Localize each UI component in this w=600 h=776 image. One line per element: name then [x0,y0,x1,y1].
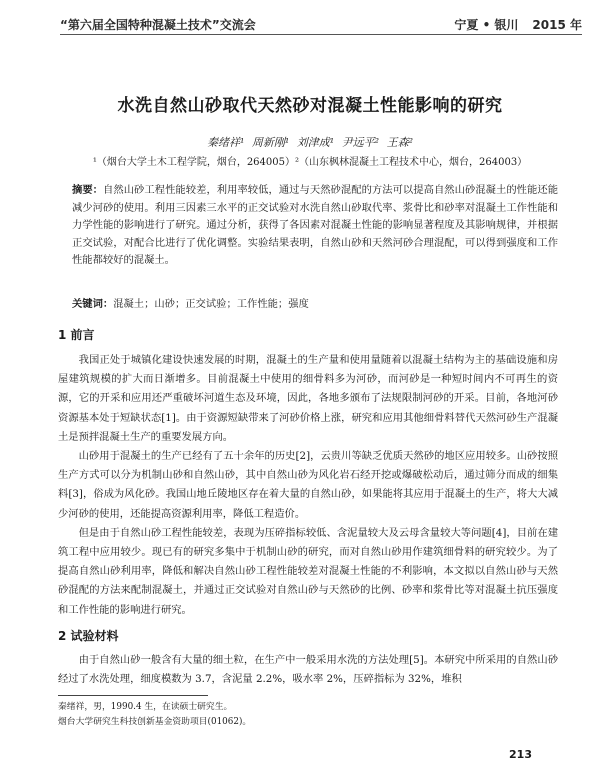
intro-body [58,351,558,620]
abstract [72,182,558,270]
paragraph: 山砂用于混凝土的生产已经有了五十余年的历史[2]，云贵川等缺乏优质天然砂的地区应用较多。山砂按照生产方式可以分为机制山砂和自然山砂，其中自然山砂为风化岩石经开挖或爆破松动后，通过筛分而成的细集料[3]，俗成为风化砂。我国山地丘陵地区存在着大量的自然山砂，如果能将其应用于混凝土的生产，将大大减少河砂的使用，还能提高资源利用率，降低工程造价。 [58,450,558,520]
keywords-label: 关键词： [72,298,114,310]
abstract-label: 摘要： [72,184,104,196]
header-rule [60,34,582,35]
header-place: 宁夏 • 银川 [454,18,519,32]
footnote-rule [58,695,208,696]
affiliations: ¹（烟台大学土木工程学院，烟台，264005）²（山东枫林混凝土工程技术中心，烟台，264003） [92,157,528,168]
section-heading-intro: 1 前言 [58,328,95,342]
section-heading-materials: 2 试验材料 [58,629,119,643]
page-number: 213 [509,748,532,761]
paper-title: 水洗自然山砂取代天然砂对混凝土性能影响的研究 [117,96,503,116]
running-header-conference: “第六届全国特种混凝土技术”交流会 [60,18,256,32]
footnote-author: 秦绪祥，男，1990.4 生，在读硕士研究生。 [58,702,233,712]
paragraph: 但是由于自然山砂工程性能较差，表现为压碎指标较低、含泥量较大及云母含量较大等问题[4]，目前在建筑工程中应用较少。现已有的研究多集中于机制山砂的研究，而对自然山砂用作建筑细骨料的研究较少。为了提高自然山砂利用率，降低和解决自然山砂工程性能较差对混凝土性能的不利影响，本文拟以自然山砂与天然砂混配的方法来配制混凝土，并通过正交试验对自然山砂与天然砂的比例、砂率和浆骨比等对混凝土抗压强度和工作性能的影响进行研究。 [58,526,558,616]
keywords-text: 混凝土；山砂；正交试验；工作性能；强度 [113,298,309,310]
keywords [72,296,558,313]
author-list: 秦绪祥¹ 周新刚¹ 刘津成¹ 尹远平² 王森² [206,136,414,149]
running-header-location [454,16,582,33]
paragraph: 我国正处于城镇化建设快速发展的时期，混凝土的生产量和使用量随着以混凝土结构为主的基础设施和房屋建筑规模的扩大而日渐增多。目前混凝土中使用的细骨料多为河砂，而河砂是一种短时间内不可再生的资源，它的开采和应用还严重破坏河道生态及环境，因此，各地多颁布了法规限制河砂的开采。目前，各地河砂资源基本处于短缺状态[1]。由于资源短缺带来了河砂价格上涨，研究和应用其他细骨料替代天然河砂生产混凝土是预拌混凝土生产的重要发展方向。 [58,354,558,443]
materials-paragraph: 由于自然山砂一般含有大量的细土粒，在生产中一般采用水洗的方法处理[5]。本研究中所采用的自然山砂经过了水洗处理，细度模数为 3.7，含泥量 2.2%，吸水率 2%，压碎指标为 32%，堆积 [58,654,558,686]
abstract-text: 自然山砂工程性能较差，利用率较低，通过与天然砂混配的方法可以提高自然山砂混凝土的性能还能减少河砂的使用。利用三因素三水平的正交试验对水洗自然山砂取代率、浆骨比和砂率对混凝土工作性能和力学性能的影响进行了研究。通过分析，获得了各因素对混凝土性能的影响显著程度及其影响规律，并根据正交试验，对配合比进行了优化调整。实验结果表明，自然山砂和天然河砂合理混配，可以得到强度和工作性能都较好的混凝土。 [72,184,559,266]
footnote-funding: 烟台大学研究生科技创新基金资助项目(01062)。 [58,717,252,727]
header-year: 2015 年 [532,18,582,32]
